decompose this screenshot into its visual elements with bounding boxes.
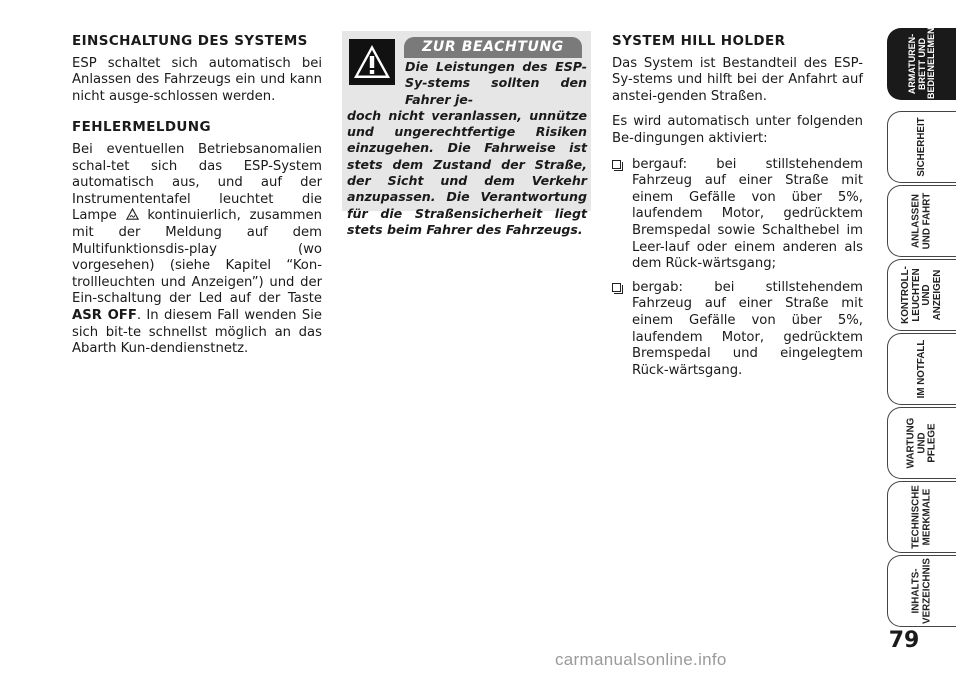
section-heading-fehlermeldung: FEHLERMELDUNG <box>72 119 211 136</box>
right-column <box>612 33 863 386</box>
esp-warning-lamp-icon <box>126 208 139 221</box>
tab-technische-merkmale[interactable]: TECHNISCHE MERKMALE <box>887 481 956 553</box>
tab-im-notfall[interactable]: IM NOTFALL <box>887 333 956 405</box>
list-item: bergauf: bei stillstehendem Fahrzeug auf einer Straße mit einem Gefälle von über 5%, laufendem Motor, gedrücktem Bremspedal sowie Schalthebel im Leer-lauf oder einem anderen als dem Rück-wärtsgang; <box>612 157 863 273</box>
paragraph-fehlermeldung-part1: Bei eventuellen Betriebsanomalien schal-tet sich das ESP-System automatisch aus, und auf der Instrumententafel leuchtet die Lampe <box>72 141 322 224</box>
paragraph-fehlermeldung-part3: . In diesem Fall wenden Sie sich bit-te schnellst möglich an das Abarth Kun-dendienstnetz. <box>72 307 322 357</box>
tab-kontrollleuchten[interactable]: KONTROLL- LEUCHTEN UND ANZEIGEN <box>887 259 956 331</box>
paragraph-fehlermeldung <box>72 142 322 358</box>
tab-inhaltsverzeichnis[interactable]: INHALTS- VERZEICHNIS <box>887 555 956 627</box>
watermark: carmanualsonline.info <box>555 650 727 669</box>
tab-armaturenbrett[interactable]: ARMATUREN- BRETT UND BEDIENELEMENTE <box>887 28 956 100</box>
warning-text-rest: doch nicht veranlassen, unnütze und ungerechtfertige Risiken einzugehen. Die Fahrweise ist stets dem Zustand der Straße, der Sicht und dem Verkehr anzupassen. Die Verantwortung für die Straßensicherheit liegt stets beim Fahrer des Fahrzeugs. <box>347 107 587 237</box>
paragraph-hill-holder-conditions: Es wird automatisch unter folgenden Be-dingungen aktiviert: <box>612 114 863 146</box>
warning-text <box>347 59 587 238</box>
warning-box <box>342 31 591 237</box>
conditions-list <box>612 157 863 380</box>
warning-title: ZUR BEACHTUNG <box>404 37 582 58</box>
list-item: bergab: bei stillstehendem Fahrzeug auf einer Straße mit einem Gefälle von über 5%, laufendem Motor, gedrücktem Bremspedal und eingelegtem Rück-wärtsgang. <box>612 280 863 380</box>
paragraph-fehlermeldung-part2: kontinuierlich, zusammen mit der Meldung auf dem Multifunktionsdis-play (wo vorgesehen) (siehe Kapitel “Kon-trollleuchten und Anzeigen”) und der Ein-schaltung der Led auf der Taste <box>72 208 322 307</box>
tab-anlassen-und-fahrt[interactable]: ANLASSEN UND FAHRT <box>887 185 956 257</box>
checkbox-bullet-icon <box>612 283 621 292</box>
paragraph-hill-holder-intro: Das System ist Bestandteil des ESP-Sy-stems und hilft bei der Anfahrt auf anstei-genden Straßen. <box>612 55 863 104</box>
asr-off-key-label: ASR OFF <box>72 307 137 323</box>
tab-wartung-und-pflege[interactable]: WARTUNG UND PFLEGE <box>887 407 956 479</box>
warning-text-indented: Die Leistungen des ESP-Sy-stems sollten den Fahrer je- <box>405 59 587 107</box>
paragraph-einschaltung: ESP schaltet sich automatisch bei Anlassen des Fahrzeugs ein und kann nicht ausge-schlossen werden. <box>72 55 322 104</box>
section-heading-einschaltung: EINSCHALTUNG DES SYSTEMS <box>72 33 308 49</box>
checkbox-bullet-icon <box>612 160 621 169</box>
left-column <box>72 33 322 367</box>
tab-sicherheit[interactable]: SICHERHEIT <box>887 111 956 183</box>
page-number: 79 <box>888 628 920 653</box>
section-heading-hill-holder: SYSTEM HILL HOLDER <box>612 33 786 49</box>
